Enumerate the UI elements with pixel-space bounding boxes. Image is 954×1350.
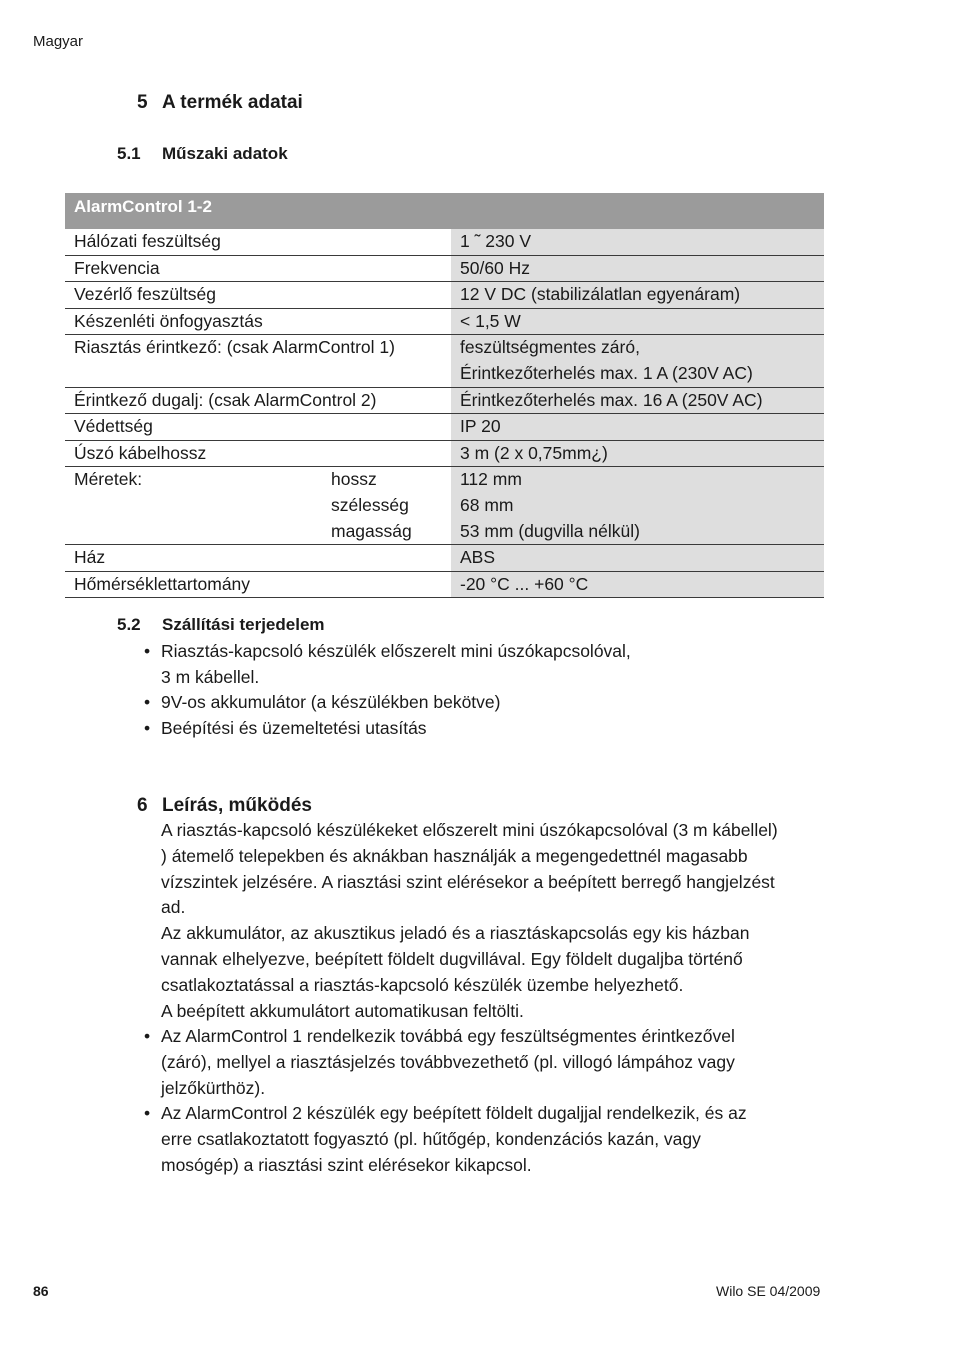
spec-label-text: Ház [74, 547, 106, 568]
list-item-line: mosógép) a riasztási szint elérésekor kikapcsol. [161, 1154, 532, 1175]
list-item-line: Az AlarmControl 2 készülék egy beépített földelt dugaljjal rendelkezik, és az [161, 1103, 747, 1124]
spec-row [65, 441, 824, 468]
subsection-5-1-heading [117, 144, 288, 164]
spec-value: -20 °C ... +60 °C [460, 573, 589, 594]
spec-value: 50/60 Hz [460, 257, 531, 278]
list-item-line: erre csatlakoztatott fogyasztó (pl. hűtőgép, kondenzációs kazán, vagy [161, 1129, 701, 1150]
spec-label-text: Védettség [74, 416, 153, 437]
paragraph-line: ) átemelő telepekben és aknákban használják a megengedettnél magasabb [161, 845, 748, 866]
spec-row [65, 335, 824, 387]
spec-value-cell [451, 229, 824, 255]
spec-value: < 1,5 W [460, 310, 521, 331]
bullet-icon: • [144, 641, 151, 661]
bullet-icon: • [144, 1026, 151, 1046]
spec-value: 68 mm [460, 494, 514, 515]
spec-label-cell [65, 309, 451, 335]
spec-value-cell [451, 309, 824, 335]
paragraph-line: Az akkumulátor, az akusztikus jeladó és a riasztáskapcsolás egy kis házban [161, 923, 750, 944]
list-item [137, 1101, 831, 1178]
spec-value: 12 V DC (stabilizálatlan egyenáram) [460, 284, 741, 305]
spec-value: feszültségmentes záró, [460, 337, 640, 358]
page-number: 86 [33, 1283, 49, 1299]
spec-sublabels [331, 467, 451, 544]
description-paragraph [161, 818, 831, 1024]
list-item-line: Az AlarmControl 1 rendelkezik továbbá egy feszültségmentes érintkezővel [161, 1026, 735, 1046]
spec-value: 112 mm [460, 469, 522, 490]
spec-value-cell [451, 335, 824, 386]
spec-label-text: Méretek: [74, 469, 143, 490]
spec-label-cell [65, 414, 451, 440]
description-bullet-list [137, 1024, 831, 1179]
spec-label-text: Hálózati feszültség [74, 231, 221, 251]
spec-row [65, 572, 824, 599]
spec-label-cell [65, 545, 451, 571]
bullet-icon: • [144, 1103, 151, 1124]
paragraph-line: A beépített akkumulátort automatikusan feltölti. [161, 1000, 524, 1021]
section-5-heading [137, 92, 303, 114]
spec-value: IP 20 [460, 416, 501, 437]
spec-value: Érintkezőterhelés max. 16 A (250V AC) [460, 389, 763, 410]
list-item [137, 716, 817, 742]
spec-label-text: Úszó kábelhossz [74, 442, 207, 463]
paragraph-line: csatlakoztatással a riasztás-kapcsoló készülék üzembe helyezhető. [161, 974, 684, 995]
spec-value-cell [451, 467, 824, 544]
spec-label [74, 467, 331, 544]
spec-label-text: Érintkező dugalj: (csak AlarmControl 2) [74, 389, 377, 410]
section-title: A termék adatai [162, 92, 303, 113]
spec-label-cell [65, 467, 451, 544]
subsection-number: 5.2 [117, 615, 141, 634]
scope-of-delivery-list [137, 639, 817, 741]
spec-row [65, 229, 824, 256]
spec-label-cell [65, 441, 451, 467]
section-number: 6 [137, 795, 148, 816]
spec-row [65, 467, 824, 545]
spec-label-text: Frekvencia [74, 257, 160, 278]
list-item-line: jelzőkürthöz). [161, 1077, 266, 1098]
spec-table [65, 193, 824, 598]
spec-sublabel: szélesség [331, 494, 409, 515]
section-title: Leírás, működés [162, 795, 312, 816]
spec-value: 1 ˜ 230 V [460, 231, 532, 251]
spec-label-cell [65, 282, 451, 308]
list-item-line: Riasztás-kapcsoló készülék előszerelt mini úszókapcsolóval, [161, 641, 631, 661]
spec-row [65, 545, 824, 572]
list-item [137, 639, 817, 690]
spec-row [65, 256, 824, 283]
spec-sublabel: hossz [331, 469, 377, 490]
spec-label-cell [65, 335, 451, 386]
bullet-icon: • [144, 717, 151, 738]
spec-value-cell [451, 441, 824, 467]
subsection-title: Műszaki adatok [162, 144, 288, 163]
section-6-heading [137, 795, 312, 817]
paragraph-line: ad. [161, 897, 186, 918]
spec-row [65, 414, 824, 441]
spec-row [65, 388, 824, 415]
paragraph-line: A riasztás-kapcsoló készülékeket előszerelt mini úszókapcsolóval (3 m kábellel) [161, 820, 778, 840]
spec-label-split [74, 467, 451, 544]
spec-row [65, 282, 824, 309]
list-item-line: Beépítési és üzemeltetési utasítás [161, 717, 427, 738]
spec-label-cell [65, 256, 451, 282]
spec-value: ABS [460, 547, 496, 568]
subsection-5-2-heading [117, 615, 325, 635]
paragraph-line: vízszintek jelzésére. A riasztási szint elérésekor a beépített berregő hangjelzést [161, 871, 775, 892]
paragraph-line: vannak elhelyezve, beépített földelt dugvillával. Egy földelt dugaljba történő [161, 948, 743, 969]
spec-label-text: Készenléti önfogyasztás [74, 310, 263, 331]
bullet-icon: • [144, 692, 151, 713]
list-item-line: 3 m kábellel. [161, 666, 260, 687]
spec-label-text: Vezérlő feszültség [74, 284, 217, 305]
spec-value-cell [451, 414, 824, 440]
subsection-title: Szállítási terjedelem [162, 615, 325, 634]
spec-value-cell [451, 256, 824, 282]
spec-value-cell [451, 388, 824, 414]
spec-value: 53 mm (dugvilla nélkül) [460, 520, 640, 541]
spec-value-cell [451, 282, 824, 308]
list-item-line: (záró), mellyel a riasztásjelzés továbbvezethető (pl. villogó lámpához vagy [161, 1051, 735, 1072]
subsection-number: 5.1 [117, 144, 141, 163]
spec-sublabel: magasság [331, 520, 412, 541]
publisher-date: Wilo SE 04/2009 [716, 1283, 821, 1299]
section-number: 5 [137, 92, 148, 113]
spec-label-cell [65, 388, 451, 414]
list-item [137, 1024, 831, 1101]
spec-value-cell [451, 545, 824, 571]
list-item-line: 9V-os akkumulátor (a készülékben bekötve) [161, 692, 501, 713]
list-item [137, 690, 817, 716]
spec-label-text: Hőmérséklettartomány [74, 573, 251, 594]
spec-value-cell [451, 572, 824, 598]
spec-label-cell [65, 572, 451, 598]
spec-table-header: AlarmControl 1-2 [65, 193, 824, 229]
spec-value: Érintkezőterhelés max. 1 A (230V AC) [460, 362, 753, 383]
spec-label-cell [65, 229, 451, 255]
language-label: Magyar [33, 33, 84, 50]
spec-row [65, 309, 824, 336]
spec-value: 3 m (2 x 0,75mm¿) [460, 442, 608, 463]
spec-label-text: Riasztás érintkező: (csak AlarmControl 1) [74, 337, 395, 358]
